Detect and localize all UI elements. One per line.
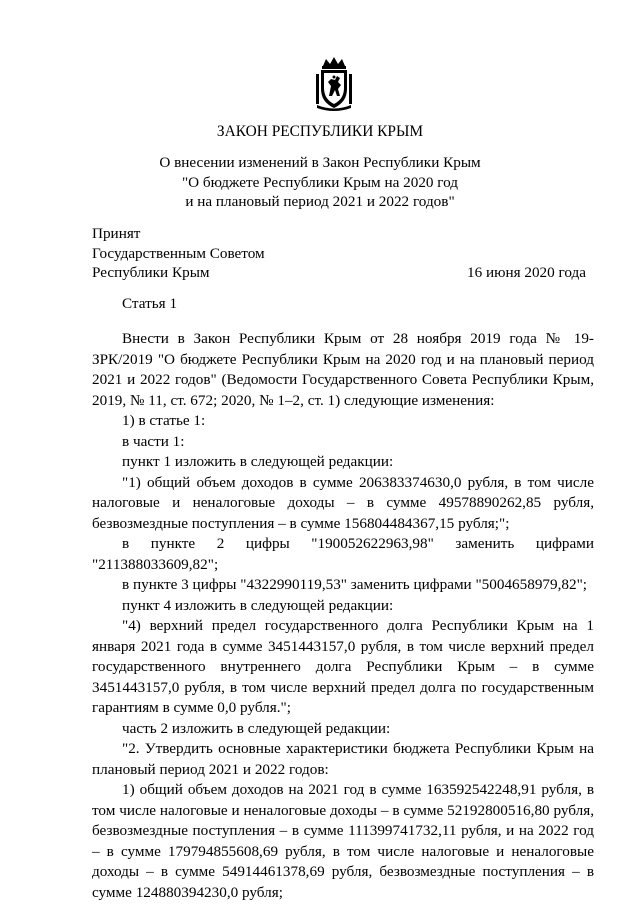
paragraph: Внести в Закон Республики Крым от 28 ноября 2019 года № 19-ЗРК/2019 "О бюджете Республики Крым на 2020 год и на плановый период 2021 и 2022 годов" (Ведомости Государственного Совета Республики Крым, 2019, № 11, ст. 672; 2020, № 1–2, ст. 1) следующие изменения: [92, 330, 594, 409]
adoption-line: Государственным Советом [92, 244, 265, 262]
subtitle-line: и на плановый период 2021 и 2022 годов" [185, 193, 455, 210]
law-subtitle [0, 153, 640, 212]
paragraph: "1) общий объем доходов в сумме 206383374630,0 рубля, в том числе налоговые и неналоговые доходы – в сумме 49578890262,85 рубля, безвозмездные поступления – в сумме 156804484367,15 рубля;"; [92, 473, 594, 532]
paragraph: пункт 1 изложить в следующей редакции: [122, 453, 394, 470]
paragraph: 1) в статье 1: [122, 412, 206, 429]
paragraph: "4) верхний предел государственного долга Республики Крым на 1 января 2021 года в сумме 3451443157,0 рубля, в том числе верхний предел государственного внутреннего долга Республики Крым – в сумме 3451443157,0 рубля, в том числе верхний предел долга по государственным гарантиям в сумме 0,0 рубля."; [92, 617, 594, 716]
paragraph: в части 1: [122, 432, 185, 450]
coat-of-arms-icon [314, 56, 354, 112]
paragraph: в пункте 2 цифры "190052622963,98" заменить цифрами "211388033609,82"; [92, 535, 594, 573]
law-body [92, 329, 594, 903]
article-heading: Статья 1 [122, 295, 178, 312]
adoption-block [92, 224, 592, 283]
subtitle-line: О внесении изменений в Закон Республики Крым [159, 154, 481, 171]
law-title: ЗАКОН РЕСПУБЛИКИ КРЫМ [216, 123, 424, 140]
adoption-line: Принят [92, 225, 141, 242]
paragraph: часть 2 изложить в следующей редакции: [122, 719, 391, 737]
paragraph: пункт 4 изложить в следующей редакции: [122, 596, 394, 614]
adoption-line: Республики Крым [92, 264, 210, 281]
paragraph: "2. Утвердить основные характеристики бюджета Республики Крым на плановый период 2021 и 2022 годов: [92, 740, 594, 778]
paragraph: 1) общий объем доходов на 2021 год в сумме 163592542248,91 рубля, в том числе налоговые и неналоговые доходы – в сумме 52192800516,80 рубля, безвозмездные поступления – в сумме 111399741732,11 рубля, и на 2022 год – в сумме 179794855608,69 рубля, в том числе налоговые и неналоговые доходы – в сумме 54914461378,69 рубля, безвозмездные поступления – в сумме 124880394230,0 рубля; [92, 781, 594, 901]
subtitle-line: "О бюджете Республики Крым на 2020 год [181, 173, 459, 191]
adoption-date: 16 июня 2020 года [466, 264, 586, 281]
paragraph: в пункте 3 цифры "4322990119,53" заменить цифрами "5004658979,82"; [122, 576, 588, 593]
